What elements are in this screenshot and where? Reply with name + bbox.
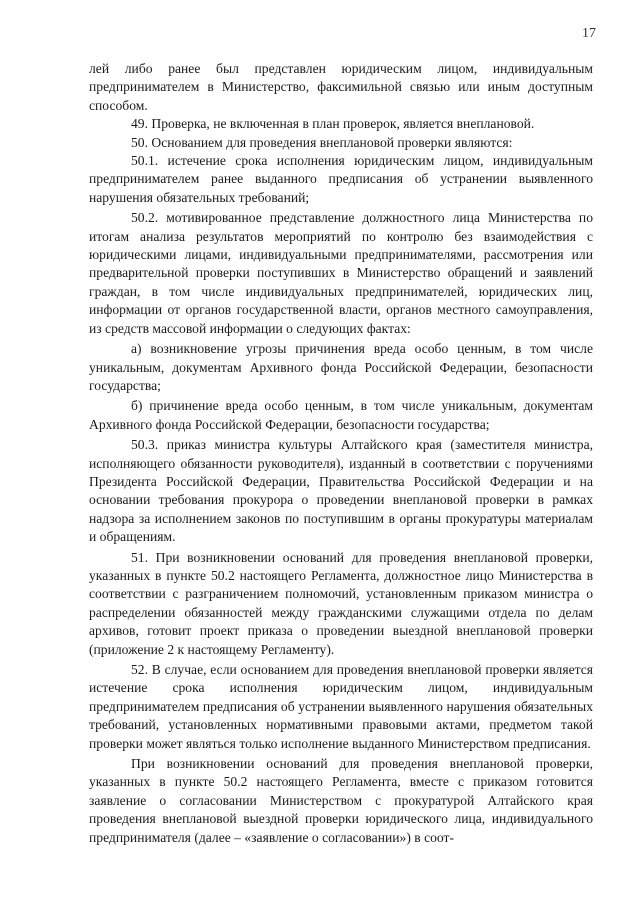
paragraph-52: 52. В случае, если основанием для проведения внеплановой проверки является истечение срока исполнения юридическим лицом, индивидуальным предпринимателем предписания об устранении выявленного нарушения обязательных требований, установленных нормативными правовыми актами, предметом такой проверки может являться только исполнение выданного Министерством предписания. [89,662,593,751]
paragraph-50-3: 50.3. приказ министра культуры Алтайского края (заместителя министра, исполняющего обязанности руководителя), изданный в соответствии с поручениями Президента Российской Федерации, Правительства Российской Федерации и на основании требования прокурора о проведении внеплановой проверки в рамках надзора за исполнением законов по поступившим в органы прокуратуры материалам и обращениям. [89,437,593,545]
document-body [89,60,593,847]
paragraph-50-2: 50.2. мотивированное представление должностного лица Министерства по итогам анализа результатов мероприятий по контролю без взаимодействия с юридическими лицами, индивидуальными предпринимателями, рассмотрения или предварительной проверки поступивших в Министерство обращений и заявлений граждан, в том числе индивидуальных предпринимателей, юридических лиц, информации от органов государственной власти, органов местного самоуправления, из средств массовой информации о следующих фактах: [89,210,593,336]
paragraph-50-1: 50.1. истечение срока исполнения юридическим лицом, индивидуальным предпринимателем ранее выданного предписания об устранении выявленного нарушения обязательных требований; [89,153,593,205]
paragraph-49: 49. Проверка, не включенная в план проверок, является внеплановой. [131,116,535,132]
paragraph-50-2-b: б) причинение вреда особо ценным, в том числе уникальным, документам Архивного фонда Российской Федерации, безопасности государства; [89,398,593,432]
paragraph-50-2-a: а) возникновение угрозы причинения вреда особо ценным, в том числе уникальным, документам Архивного фонда Российской Федерации, безопасности государства; [89,341,593,393]
paragraph-continuation: лей либо ранее был представлен юридическим лицом, индивидуальным предпринимателем в Министерство, факсимильной связью или иным доступным способом. [89,61,593,113]
paragraph-52-continued: При возникновении оснований для проведения внеплановой проверки, указанных в пункте 50.2 настоящего Регламента, вместе с приказом готовится заявление о согласовании Министерством с прокуратурой Алтайского края проведения внеплановой выездной проверки юридического лица, индивидуального предпринимателя (далее – «заявление о согласовании») в соот- [89,756,593,845]
page-number: 17 [582,26,596,41]
paragraph-51: 51. При возникновении оснований для проведения внеплановой проверки, указанных в пункте 50.2 настоящего Регламента, должностное лицо Министерства в соответствии с разграничением полномочий, установленным приказом министра о распределении обязанностей между гражданскими служащими отдела по делам архивов, готовит проект приказа о проведении выездной внеплановой проверки (приложение 2 к настоящему Регламенту). [89,549,593,657]
paragraph-50: 50. Основанием для проведения внеплановой проверки являются: [131,134,513,150]
